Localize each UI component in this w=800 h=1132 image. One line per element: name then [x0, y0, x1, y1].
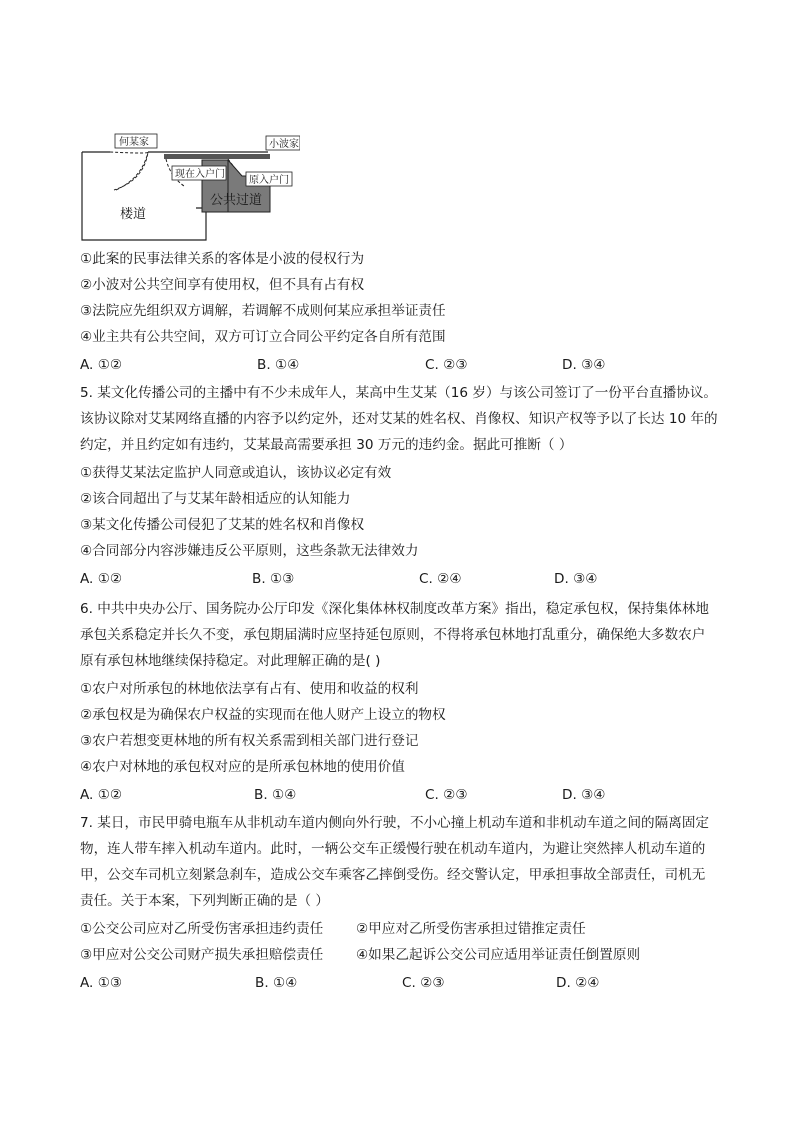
- q6-option-d[interactable]: D. ③④: [562, 787, 606, 803]
- q5-option-b[interactable]: B. ①③: [252, 571, 295, 587]
- stairway-label: 楼道: [120, 207, 147, 222]
- original-door-label: 原入户门: [249, 175, 289, 186]
- q4-item-4: ④业主共有公共空间，双方可订立合同公平约定各自所有范围: [80, 329, 446, 345]
- q7-item-3: ③甲应对公交公司财产损失承担赔偿责任: [80, 947, 324, 963]
- he-door-swing: [116, 152, 148, 190]
- q6-stem-line-2: 承包关系稳定并长久不变，承包期届满时应坚持延包原则，不得将承包林地打乱重分，确保绝大多数农户: [80, 627, 706, 643]
- q4-option-b[interactable]: B. ①④: [257, 357, 300, 373]
- he-home-label: 何某家: [119, 137, 149, 148]
- q6-item-3: ③农户若想变更林地的所有权关系需到相关部门进行登记: [80, 733, 419, 749]
- q6-option-b[interactable]: B. ①④: [254, 787, 297, 803]
- q5-item-2: ②该合同超出了与艾某年龄相适应的认知能力: [80, 491, 351, 507]
- xiaobo-home-label: 小波家: [269, 139, 299, 150]
- q4-option-a[interactable]: A. ①②: [80, 357, 123, 373]
- q5-stem-line-2: 该协议除对艾某网络直播的内容予以约定外，还对艾某的姓名权、肖像权、知识产权等予以了长达 10 年的: [80, 411, 718, 427]
- q5-option-a[interactable]: A. ①②: [80, 571, 123, 587]
- q5-item-1: ①获得艾某法定监护人同意或追认，该协议必定有效: [80, 465, 392, 481]
- q6-stem-line-1: 6. 中共中央办公厅、国务院办公厅印发《深化集体林权制度改革方案》指出，稳定承包权，保持集体林地: [80, 601, 710, 617]
- q5-item-3: ③某文化传播公司侵犯了艾某的姓名权和肖像权: [80, 517, 365, 533]
- q5-stem-line-1: 5. 某文化传播公司的主播中有不少未成年人，某高中生艾某（16 岁）与该公司签订了一份平台直播协议。: [80, 385, 718, 401]
- q7-option-c[interactable]: C. ②③: [402, 975, 445, 991]
- q6-item-1: ①农户对所承包的林地依法享有占有、使用和收益的权利: [80, 681, 419, 697]
- he-door-arc: [110, 152, 148, 190]
- floor-plan-figure: [78, 128, 300, 243]
- q6-stem-line-3: 原有承包林地继续保持稳定。对此理解正确的是( ): [80, 653, 381, 669]
- xiaobo-wall: [164, 154, 270, 159]
- q7-option-b[interactable]: B. ①④: [255, 975, 298, 991]
- q4-item-2: ②小波对公共空间享有使用权，但不具有占有权: [80, 277, 365, 293]
- q6-option-c[interactable]: C. ②③: [425, 787, 468, 803]
- q4-option-d[interactable]: D. ③④: [562, 357, 606, 373]
- public-passage-label: 公共过道: [210, 193, 263, 208]
- q7-option-d[interactable]: D. ②④: [556, 975, 600, 991]
- q7-item-2: ②甲应对乙所受伤害承担过错推定责任: [356, 921, 586, 937]
- q4-item-3: ③法院应先组织双方调解，若调解不成则何某应承担举证责任: [80, 303, 446, 319]
- q5-stem-line-3: 约定，并且约定如有违约，艾某最高需要承担 30 万元的违约金。据此可推断（ ）: [80, 437, 573, 453]
- q7-stem-line-3: 甲，公交车司机立刻紧急刹车，造成公交车乘客乙摔倒受伤。经交警认定，甲承担事故全部责任，司机无: [80, 867, 706, 883]
- q7-option-a[interactable]: A. ①③: [80, 975, 123, 991]
- q6-item-2: ②承包权是为确保农户权益的实现而在他人财产上设立的物权: [80, 707, 446, 723]
- q6-item-4: ④农户对林地的承包权对应的是所承包林地的使用价值: [80, 759, 405, 775]
- q7-stem-line-2: 物，连人带车摔入机动车道内。此时，一辆公交车正缓慢行驶在机动车道内，为避让突然摔人机动车道的: [80, 841, 706, 857]
- current-door-label: 现在入户门: [175, 169, 225, 180]
- q5-option-d[interactable]: D. ③④: [554, 571, 598, 587]
- q7-item-1: ①公交公司应对乙所受伤害承担违约责任: [80, 921, 324, 937]
- q6-option-a[interactable]: A. ①②: [80, 787, 123, 803]
- q5-option-c[interactable]: C. ②④: [419, 571, 462, 587]
- q7-stem-line-4: 责任。关于本案，下列判断正确的是（ ）: [80, 893, 330, 909]
- q4-option-c[interactable]: C. ②③: [425, 357, 468, 373]
- q7-stem-line-1: 7. 某日，市民甲骑电瓶车从非机动车道内侧向外行驶，不小心撞上机动车道和非机动车道之间的隔离固定: [80, 815, 710, 831]
- q4-item-1: ①此案的民事法律关系的客体是小波的侵权行为: [80, 251, 365, 267]
- q7-item-4: ④如果乙起诉公交公司应适用举证责任倒置原则: [356, 947, 641, 963]
- q5-item-4: ④合同部分内容涉嫌违反公平原则，这些条款无法律效力: [80, 543, 419, 559]
